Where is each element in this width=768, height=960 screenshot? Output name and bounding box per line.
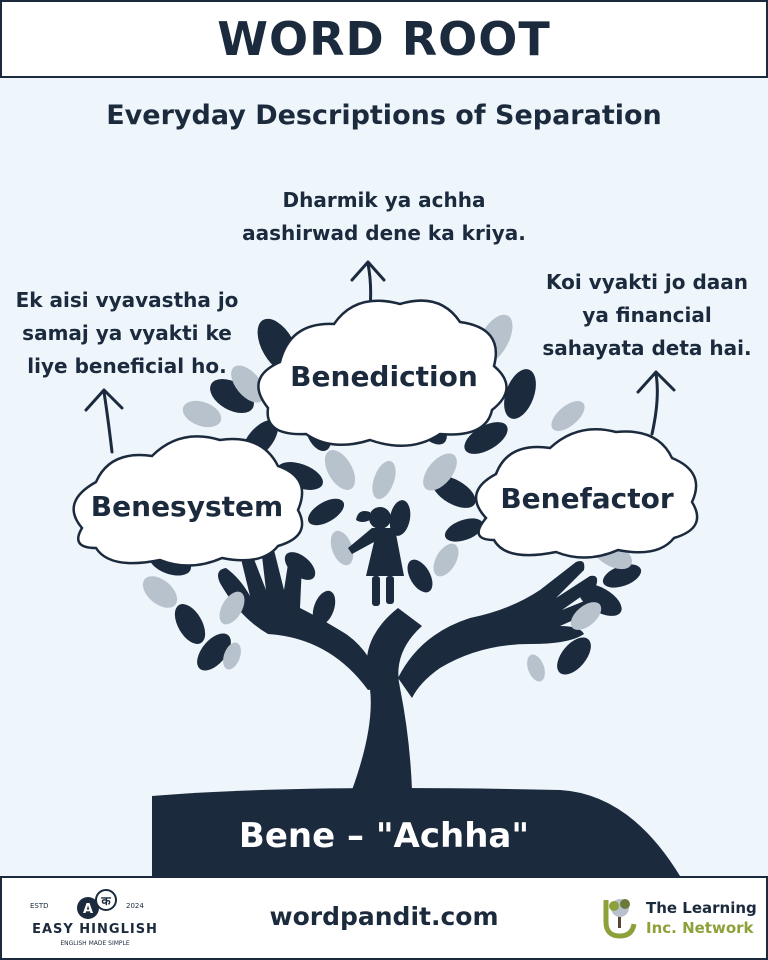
description-line: sahayata deta hai.: [542, 336, 752, 360]
logo-year: 2024: [126, 902, 144, 910]
logo-line-2: Inc. Network: [646, 919, 754, 937]
description-line: liye beneficial ho.: [27, 354, 227, 378]
description-line: ya financial: [582, 303, 712, 327]
learning-inc-logo: [600, 894, 760, 944]
logo-tagline: ENGLISH MADE SIMPLE: [60, 940, 130, 947]
child-figure-icon: [348, 507, 410, 606]
benesystem-description: [4, 284, 250, 383]
description-line: Koi vyakti jo daan: [545, 270, 749, 294]
tree-u-logo-icon: [600, 894, 642, 940]
tree-trunk: [352, 608, 422, 790]
description-line: samaj ya vyakti ke: [22, 321, 232, 345]
logo-line-1: The Learning: [646, 899, 757, 917]
logo-brand: EASY HINGLISH: [32, 922, 158, 937]
description-line: aashirwad dene ka kriya.: [242, 221, 526, 245]
arrow-up-benesystem: [86, 390, 122, 452]
diagram-area: [0, 78, 768, 876]
diagram-subtitle: Everyday Descriptions of Separation: [106, 100, 662, 131]
footer-bar: [0, 876, 768, 960]
description-line: Dharmik ya achha: [282, 188, 486, 212]
word-benesystem: Benesystem: [90, 490, 284, 523]
svg-text:क: क: [101, 894, 111, 908]
page-title: WORD ROOT: [217, 12, 551, 66]
arrow-up-benefactor: [638, 372, 674, 434]
description-line: Ek aisi vyavastha jo: [15, 288, 239, 312]
header-bar: [0, 0, 768, 78]
word-benefactor: Benefactor: [500, 482, 674, 515]
root-label: Bene – "Achha": [238, 816, 530, 856]
benefactor-description: [530, 266, 764, 365]
benediction-description: [214, 184, 554, 250]
logo-estd: ESTD: [30, 902, 49, 910]
svg-text:A: A: [82, 902, 94, 917]
website-link[interactable]: wordpandit.com: [269, 902, 499, 931]
word-benediction: Benediction: [290, 360, 478, 393]
